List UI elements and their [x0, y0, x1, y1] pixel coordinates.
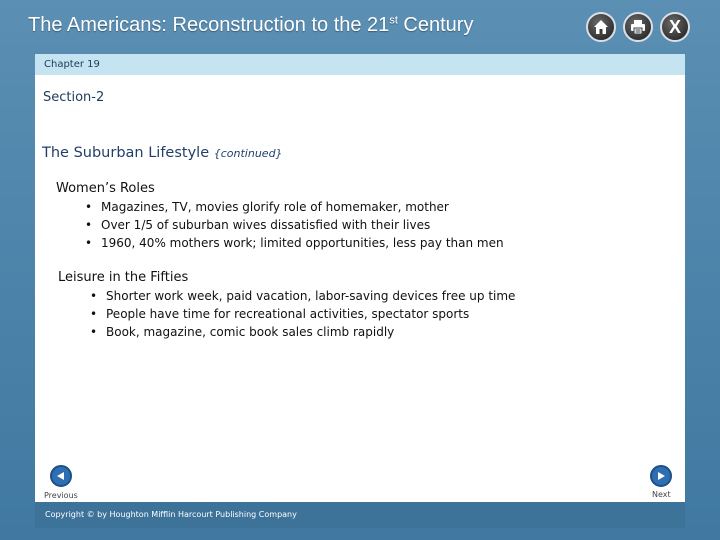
- next-button[interactable]: [650, 465, 672, 487]
- bullet-list-leisure: [90, 287, 515, 341]
- home-button[interactable]: [586, 12, 616, 42]
- print-button[interactable]: [623, 12, 653, 42]
- title-main: The Americans: Reconstruction to the 21: [28, 14, 390, 36]
- print-icon: [630, 19, 646, 35]
- chapter-label: Chapter 19: [44, 59, 100, 70]
- slide-heading: [42, 145, 283, 161]
- heading-note: {continued}: [213, 147, 283, 160]
- arrow-right-icon: [656, 471, 666, 481]
- footer-bar: [35, 502, 685, 528]
- toolbar-icons: [586, 12, 690, 42]
- home-icon: [593, 19, 609, 35]
- title-end: Century: [397, 14, 474, 36]
- previous-button[interactable]: [50, 465, 72, 487]
- group-title-womens-roles: Women’s Roles: [56, 181, 155, 196]
- bullet-list-womens-roles: [85, 198, 504, 252]
- list-item: • Shorter work week, paid vacation, labor-saving devices free up time: [90, 287, 515, 305]
- list-item: • Magazines, TV, movies glorify role of homemaker, mother: [85, 198, 504, 216]
- next-label[interactable]: Next: [652, 490, 671, 499]
- list-item: • People have time for recreational activities, spectator sports: [90, 305, 515, 323]
- close-icon: X: [668, 17, 681, 37]
- group-title-leisure: Leisure in the Fifties: [58, 270, 189, 285]
- previous-label[interactable]: Previous: [44, 491, 78, 500]
- close-button[interactable]: [660, 12, 690, 42]
- chapter-bar: [35, 54, 685, 75]
- list-item: • 1960, 40% mothers work; limited opportunities, less pay than men: [85, 234, 504, 252]
- arrow-left-icon: [56, 471, 66, 481]
- list-item: • Over 1/5 of suburban wives dissatisfied with their lives: [85, 216, 504, 234]
- copyright-text: Copyright © by Houghton Mifflin Harcourt Publishing Company: [45, 510, 297, 519]
- list-item: • Book, magazine, comic book sales climb rapidly: [90, 323, 515, 341]
- title-superscript: st: [389, 14, 398, 27]
- content-panel: [35, 54, 685, 502]
- section-label: Section-2: [43, 90, 105, 105]
- heading-text: The Suburban Lifestyle: [42, 145, 210, 161]
- presentation-title: [28, 14, 473, 37]
